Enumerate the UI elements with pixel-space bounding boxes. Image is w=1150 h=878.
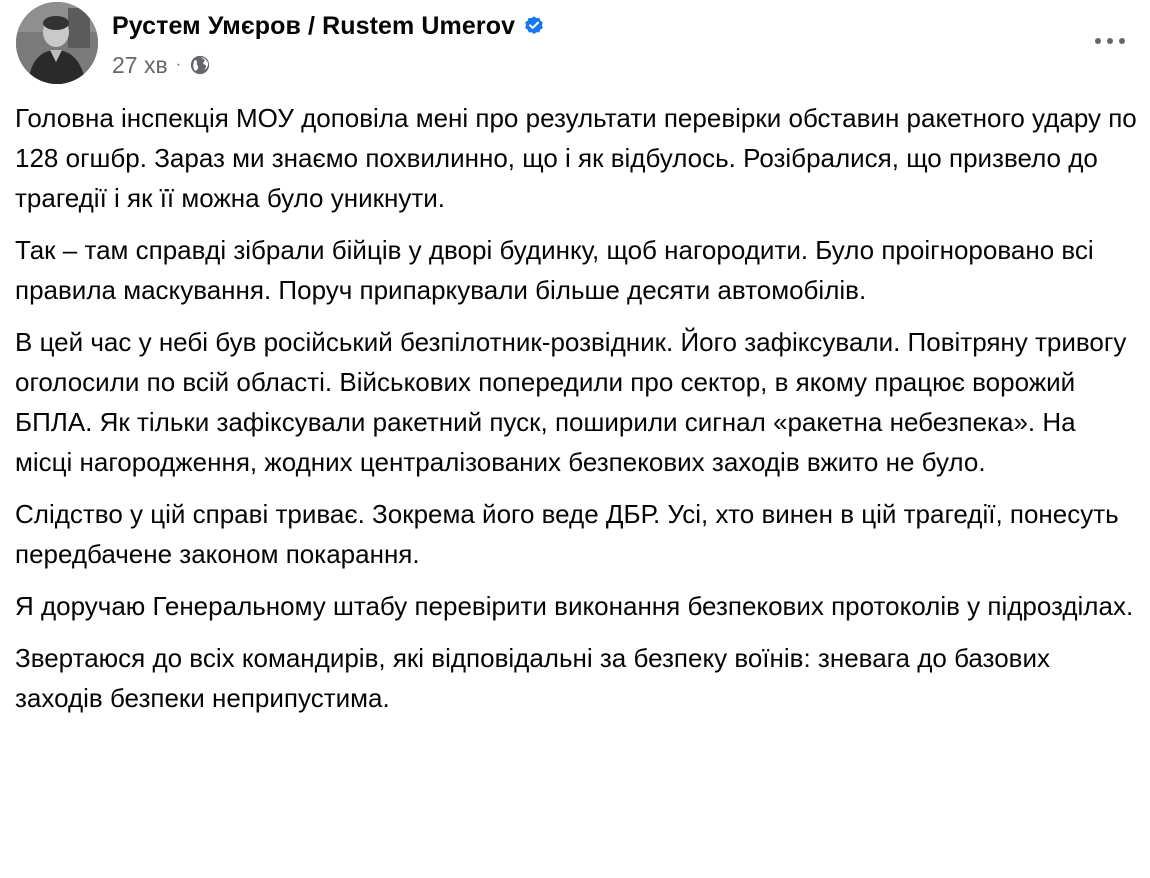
post-header	[16, 2, 1136, 84]
meta-separator: ·	[175, 56, 182, 73]
post-paragraph: Головна інспекція МОУ доповіла мені про результати перевірки обставин ракетного удару по 128 огшбр. Зараз ми знаємо похвилинно, що і як відбулось. Розібралися, що призвело до трагедії і як її можна було уникнути.	[15, 103, 1137, 213]
post-paragraph: В цей час у небі був російський безпілотник-розвідник. Його зафіксували. Повітряну тривогу оголосили по всій області. Військових попередили про сектор, в якому працює ворожий БПЛА. Як тільки зафіксували ракетний пуск, поширили сигнал «ракетна небезпека». На місці нагородження, жодних централізованих безпекових заходів вжито не було.	[15, 327, 1127, 477]
verified-badge-icon	[523, 15, 545, 37]
more-dot	[1095, 38, 1101, 44]
avatar-photo	[16, 2, 98, 84]
author-avatar[interactable]	[16, 2, 98, 84]
post-paragraph: Слідство у цій справі триває. Зокрема його веде ДБР. Усі, хто винен в цій трагедії, понесуть передбачене законом покарання.	[15, 499, 1119, 569]
author-row	[112, 10, 545, 42]
author-name[interactable]: Рустем Умєров / Rustem Umerov	[112, 11, 516, 40]
post-paragraph: Так – там справді зібрали бійців у дворі будинку, щоб нагородити. Було проігноровано всі правила маскування. Поруч припаркували більше десяти автомобілів.	[15, 235, 1094, 305]
post-body	[15, 98, 1139, 730]
more-options-icon[interactable]	[1088, 24, 1132, 58]
post-paragraph: Звертаюся до всіх командирів, які відповідальні за безпеку воїнів: зневага до базових заходів безпеки неприпустима.	[15, 643, 1050, 713]
globe-icon[interactable]	[189, 54, 211, 76]
more-dot	[1107, 38, 1113, 44]
post-timestamp[interactable]: 27 хв	[112, 51, 168, 78]
post-paragraph: Я доручаю Генеральному штабу перевірити виконання безпекових протоколів у підрозділах.	[15, 591, 1134, 621]
more-dot	[1119, 38, 1125, 44]
post-meta	[112, 50, 211, 80]
